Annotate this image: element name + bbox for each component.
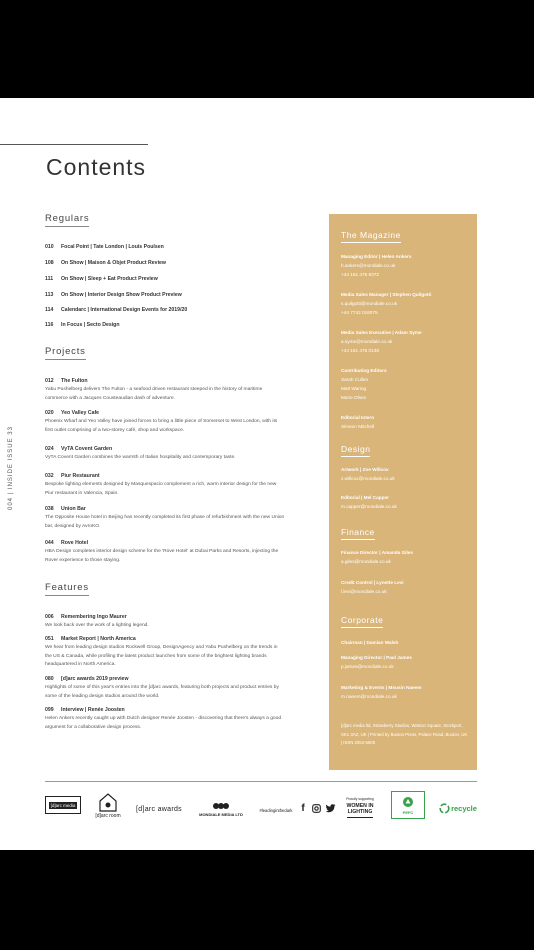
item-description: We look back over the work of a lighting legend. (45, 623, 149, 628)
list-item[interactable] (45, 506, 285, 531)
page-number: 114 (45, 307, 54, 313)
item-title: Interview | Renée Joosten (61, 707, 125, 713)
item-title: On Show | Maison & Objet Product Review (61, 260, 166, 266)
design-heading: Design (341, 444, 370, 457)
editorial-role: Editorial | Mel Capper (341, 495, 389, 500)
artwork-role: Artwork | Zoe Willcox (341, 467, 389, 472)
list-item[interactable] (45, 636, 285, 670)
managing-director-role: Managing Director | Paul James (341, 655, 412, 660)
item-description: Yabu Pushelberg delivers The Fulton - a seafood driven restaurant steeped in the history of maritime commerce with a Jacques Cousteaudian dash of adventure. (45, 387, 263, 401)
list-item[interactable] (45, 378, 285, 403)
item-title: On Show | Interior Design Show Product Preview (61, 292, 182, 298)
page-number: 020 (45, 410, 54, 416)
finance-director-email[interactable]: a.giles@mondiale.co.uk (341, 559, 391, 564)
page-number: 006 (45, 614, 54, 620)
page-number: 044 (45, 540, 54, 546)
women-in-lighting-logo[interactable] (341, 791, 379, 823)
page-number: 080 (45, 676, 54, 682)
item-description: Helen Ankers recently caught up with Dutch designer Renée Joosten - discovering that there's always a good argument for a collaborative design process. (45, 716, 282, 730)
staff-sidebar (329, 214, 477, 770)
publisher-footer: [d]arc media ltd, Strawberry Studios, Watson Square, Stockport, SK1 3AZ, UK | Printed by Buxton Press, Palace Road, Buxton, UK | ISSN 2052-5605 (341, 723, 468, 745)
contributor-name: Marie Olsen (341, 395, 367, 400)
item-title: Piur Restaurant (61, 473, 100, 479)
pefc-logo[interactable] (391, 791, 425, 819)
item-title: Focal Point | Tate London | Louis Poulsen (61, 244, 164, 250)
page-number: 108 (45, 260, 54, 266)
page-number: 116 (45, 322, 54, 328)
sales-exec-phone: +44 161 476 0138 (341, 348, 379, 353)
sales-manager-role: Media Sales Manager | Stephen Quilgotti (341, 292, 432, 297)
editorial-intern-name: Simeon Mitchell (341, 424, 375, 429)
artwork-email[interactable]: z.willcox@mondiale.co.uk (341, 476, 395, 481)
magazine-heading: The Magazine (341, 230, 401, 243)
item-title: The Fulton (61, 378, 88, 384)
sales-exec-email[interactable]: a.syme@mondiale.co.uk (341, 339, 393, 344)
darc-media-text: [d]arc media (50, 802, 76, 808)
page-number: 099 (45, 707, 54, 713)
credit-control-email[interactable]: l.levi@mondiale.co.uk (341, 589, 387, 594)
recycle-text: recycle (451, 803, 477, 813)
contributor-name: Sarah Cullen (341, 377, 369, 382)
darc-awards-text: [d]arc awards (136, 805, 182, 813)
list-item[interactable] (45, 707, 285, 732)
darc-room-text: [d]arc room (95, 812, 121, 819)
page-number: 038 (45, 506, 54, 512)
marketing-email[interactable]: m.naeem@mondiale.co.uk (341, 694, 397, 699)
editorial-intern-role: Editorial Intern (341, 415, 375, 420)
item-description: VyTA Covent Garden combines the warmth of Italian hospitality and contemporary taste. (45, 455, 236, 460)
chairman-role: Chairman | Damian Walsh (341, 640, 399, 645)
twitter-icon[interactable] (325, 803, 336, 813)
bottom-rule (45, 781, 477, 782)
features-heading: Features (45, 582, 89, 596)
contributing-editors-role: Contributing Editors (341, 368, 387, 373)
list-item[interactable] (45, 260, 166, 266)
magazine-page (0, 98, 534, 850)
mondiale-text: MONDIALE MEDIA LTD (199, 811, 243, 817)
finance-director-role: Finance Director | Amanda Giles (341, 550, 413, 555)
page-number: 010 (45, 244, 54, 250)
list-item[interactable] (45, 244, 164, 250)
item-title: Union Bar (61, 506, 86, 512)
women-in-lighting-text: WOMEN IN LIGHTING (346, 802, 374, 815)
item-title: Market Report | North America (61, 636, 136, 642)
list-item[interactable] (45, 473, 285, 498)
list-item[interactable] (45, 540, 285, 565)
mondiale-mark-icon (212, 800, 230, 812)
item-title: VyTA Covent Garden (61, 446, 113, 452)
page-number: 051 (45, 636, 54, 642)
darc-media-logo[interactable] (45, 796, 81, 814)
managing-editor-phone: +44 161 476 8372 (341, 272, 379, 277)
women-proud-text: Proudly supporting (346, 796, 374, 801)
list-item[interactable] (45, 446, 285, 463)
managing-editor-email[interactable]: h.ankers@mondiale.co.uk (341, 263, 396, 268)
item-title: On Show | Sleep + Eat Product Preview (61, 276, 158, 282)
logo-strip (45, 788, 477, 828)
facebook-icon[interactable]: f (301, 802, 305, 814)
darc-awards-logo[interactable] (130, 803, 188, 815)
darc-room-logo[interactable] (93, 788, 123, 822)
item-title: Rove Hotel (61, 540, 89, 546)
item-title: Calendarc | International Design Events for 2019/20 (61, 307, 188, 313)
page-number: 032 (45, 473, 54, 479)
instagram-icon[interactable] (311, 803, 321, 813)
item-description: Bespoke lighting elements designed by Masquespacio complement a rich, warm interior design for the new Piur restaurant in Valencia, Spain. (45, 482, 277, 496)
page-title: Contents (46, 154, 147, 180)
item-title: Remembering Ingo Maurer (61, 614, 127, 620)
hashtag[interactable] (253, 805, 299, 815)
marketing-role: Marketing & Events | Mousin Naeem (341, 685, 422, 690)
managing-editor-role: Managing Editor | Helen Ankers (341, 254, 412, 259)
list-item[interactable] (45, 307, 187, 313)
issue-label: 004 | INSIDE ISSUE 33 (8, 426, 14, 510)
house-icon (98, 792, 118, 812)
list-item[interactable] (45, 276, 158, 282)
list-item[interactable] (45, 292, 182, 298)
list-item[interactable] (45, 614, 285, 631)
sales-manager-email[interactable]: s.quilgotti@mondiale.co.uk (341, 301, 398, 306)
item-title: In Focus | Secto Design (61, 322, 120, 328)
contributor-name: Matt Waring (341, 386, 367, 391)
projects-heading: Projects (45, 346, 86, 360)
sales-manager-phone: +44 7742 016075 (341, 310, 378, 315)
credit-control-role: Credit Control | Lynette Levi (341, 580, 404, 585)
editorial-email[interactable]: m.capper@mondiale.co.uk (341, 504, 397, 509)
page-number: 113 (45, 292, 54, 298)
item-description: HBA Design completes interior design scheme for the 'Rove Hotel' at Dubai Parks and Resorts, injecting the Rover experience to those staying. (45, 549, 279, 563)
list-item[interactable] (45, 322, 120, 328)
tree-icon (402, 796, 414, 808)
managing-director-email[interactable]: p.james@mondiale.co.uk (341, 664, 394, 669)
item-description: Phoenix Wharf and Yeo Valley have joined forces to bring a little piece of Somerset to West London, with its first outlet comprising of a two-storey café, shop and workspace. (45, 419, 278, 433)
corporate-heading: Corporate (341, 615, 383, 628)
item-title: Yeo Valley Cafe (61, 410, 100, 416)
hashtag-text: #leadinginthedark (259, 807, 293, 813)
page-number: 024 (45, 446, 54, 452)
list-item[interactable] (45, 410, 285, 435)
recycle-icon (439, 803, 450, 814)
list-item[interactable] (45, 676, 285, 701)
top-rule (0, 144, 148, 145)
item-title: [d]arc awards 2019 preview (61, 676, 129, 682)
page-number: 111 (45, 276, 54, 282)
finance-heading: Finance (341, 527, 375, 540)
sales-exec-role: Media Sales Executive | Adam Syme (341, 330, 422, 335)
pefc-text: PEFC (402, 809, 414, 815)
item-description: We hear from leading design studios Rockwell Group, DesignAgency and Yabu Pushelberg on the trends in the US & Canada, while profiling the latest product launches from some of the brightest lighting brands headquartered in North America. (45, 645, 278, 667)
page-number: 012 (45, 378, 54, 384)
item-description: The Opposite House hotel in Beijing has recently completed its first phase of refurbishment with the new Union bar, designed by AvroKO. (45, 515, 285, 529)
regulars-heading: Regulars (45, 213, 89, 227)
recycle-logo[interactable] (437, 800, 479, 816)
item-description: Highlights of some of this year's entries into the [d]arc awards, featuring both projects and product entries by some of the leading design studios around the world. (45, 685, 279, 699)
mondiale-logo[interactable] (195, 796, 247, 820)
